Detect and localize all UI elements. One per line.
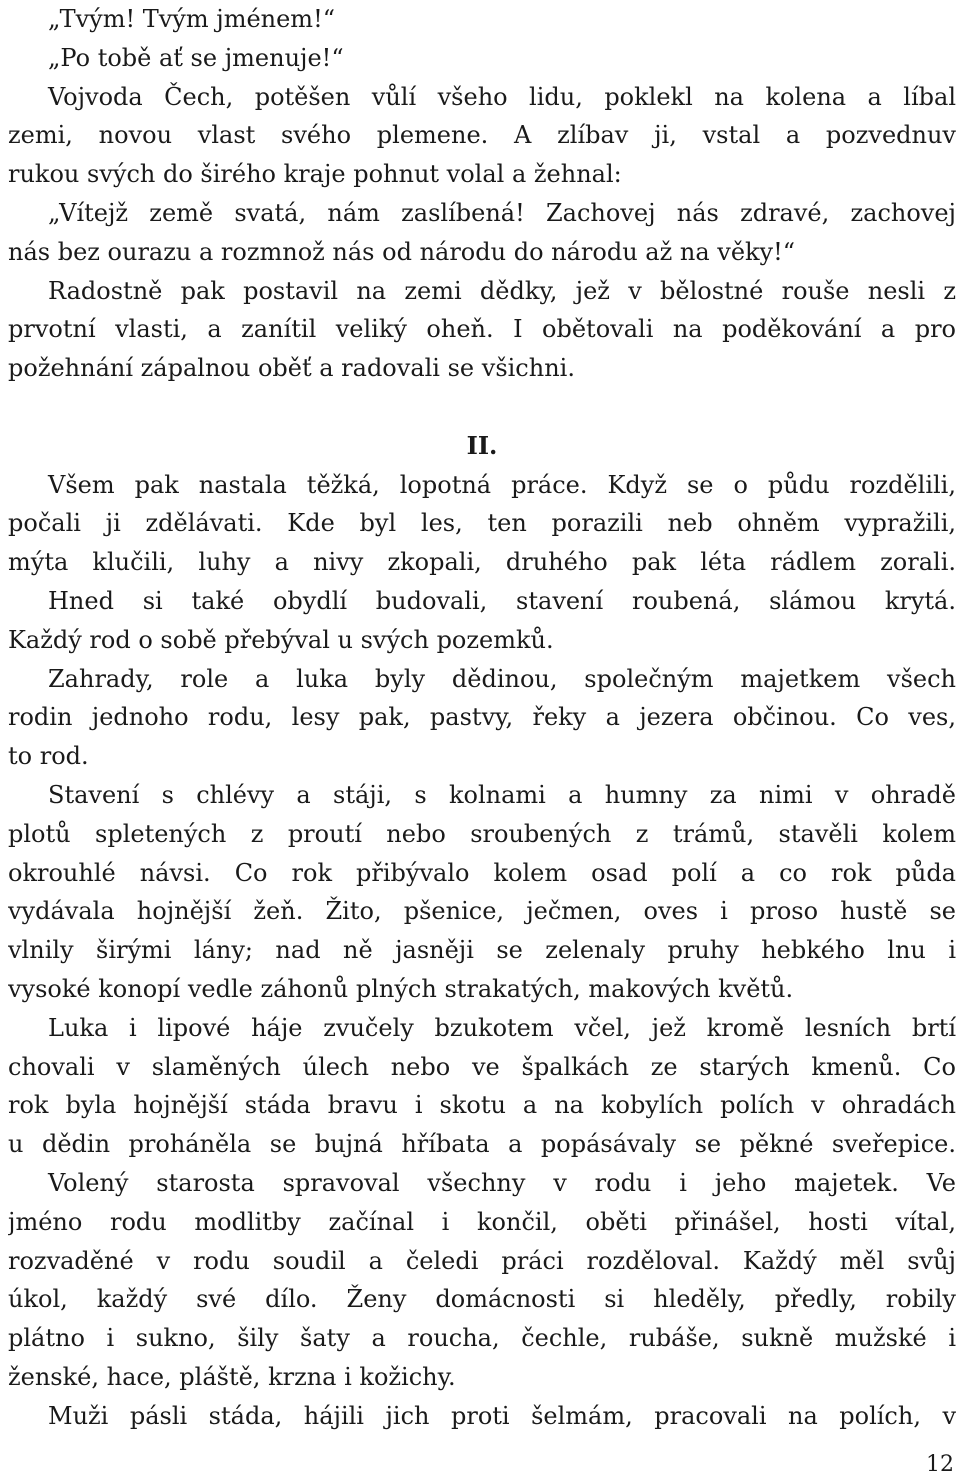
text-line: rodin jednoho rodu, lesy pak, pastvy, řeky a jezera občinou. Co ves, bbox=[8, 703, 956, 732]
text-line: mýta klučili, luhy a nivy zkopali, druhého pak léta rádlem zorali. bbox=[8, 548, 956, 577]
text-line: zemi, novou vlast svého plemene. A zlíbav ji, vstal a pozvednuv bbox=[8, 121, 956, 150]
text-line: chovali v slaměných úlech nebo ve špalkách ze starých kmenů. Co bbox=[8, 1052, 956, 1081]
text-line: Volený starosta spravoval všechny v rodu i jeho majetek. Ve bbox=[48, 1168, 956, 1197]
text-line: okrouhlé návsi. Co rok přibývalo kolem osad polí a co rok půda bbox=[8, 858, 956, 887]
text-line: vysoké konopí vedle záhonů plných strakatých, makových květů. bbox=[8, 974, 794, 1003]
page-number: 12 bbox=[926, 1452, 954, 1477]
text-line: Luka i lipové háje zvučely bzukotem včel, jež kromě lesních brtí bbox=[48, 1013, 956, 1042]
text-line: vydávala hojnější žeň. Žito, pšenice, ječmen, oves i proso hustě se bbox=[8, 897, 956, 926]
text-line: jméno rodu modlitby začínal i končil, oběti přinášel, hosti vítal, bbox=[8, 1207, 956, 1236]
text-line: prvotní vlasti, a zanítil veliký oheň. I obětovali na poděkování a pro bbox=[8, 315, 956, 344]
text-line: u dědin proháněla se bujná hříbata a popásávaly se pěkné sveřepice. bbox=[8, 1130, 956, 1159]
page-text bbox=[8, 0, 956, 1435]
text-line: Všem pak nastala těžká, lopotná práce. Když se o půdu rozdělili, bbox=[48, 470, 956, 499]
text-line: Hned si také obydlí budovali, stavení roubená, slámou krytá. bbox=[48, 586, 956, 615]
text-line: „Tvým! Tvým jménem!“ bbox=[48, 5, 335, 33]
text-line: Vojvoda Čech, potěšen vůlí všeho lidu, poklekl na kolena a líbal bbox=[48, 82, 956, 111]
text-line: rozvaděné v rodu soudil a čeledi práci rozděloval. Každý měl svůj bbox=[8, 1246, 956, 1275]
text-line: vlnily širými lány; nad ně jasněji se zelenaly pruhy hebkého lnu i bbox=[8, 936, 956, 965]
text-line: plátno i sukno, šily šaty a roucha, čechle, rubáše, sukně mužské i bbox=[8, 1324, 956, 1353]
text-line: rukou svých do širého kraje pohnut volal a žehnal: bbox=[8, 160, 622, 189]
section-heading: II. bbox=[466, 430, 498, 460]
text-line: nás bez ourazu a rozmnož nás od národu do národu až na věky!“ bbox=[8, 237, 796, 266]
section-gap bbox=[8, 388, 956, 427]
text-line: plotů spletených z proutí nebo sroubených z trámů, stavěli kolem bbox=[8, 819, 956, 848]
text-line: počali ji zdělávati. Kde byl les, ten porazili neb ohněm vypražili, bbox=[8, 509, 956, 538]
text-line: to rod. bbox=[8, 742, 89, 771]
text-line: „Vítejž země svatá, nám zaslíbená! Zachovej nás zdravé, zachovej bbox=[48, 198, 956, 227]
text-line: ženské, hace, pláště, krzna i kožichy. bbox=[8, 1362, 456, 1391]
text-line: rok byla hojnější stáda bravu i skotu a na kobylích polích v ohradách bbox=[8, 1091, 956, 1120]
text-line: Muži pásli stáda, hájili jich proti šelmám, pracovali na polích, v bbox=[48, 1401, 956, 1430]
text-line: „Po tobě ať se jmenuje!“ bbox=[48, 43, 344, 72]
text-line: Každý rod o sobě přebýval u svých pozemků. bbox=[8, 625, 554, 654]
text-line: požehnání zápalnou oběť a radovali se všichni. bbox=[8, 354, 575, 383]
text-line: Stavení s chlévy a stáji, s kolnami a humny za nimi v ohradě bbox=[48, 780, 956, 809]
text-line: Radostně pak postavil na zemi dědky, jež v bělostné rouše nesli z bbox=[48, 276, 956, 305]
text-line: úkol, každý své dílo. Ženy domácnosti si hleděly, předly, robily bbox=[8, 1285, 956, 1314]
text-line: Zahrady, role a luka byly dědinou, společným majetkem všech bbox=[48, 664, 956, 693]
